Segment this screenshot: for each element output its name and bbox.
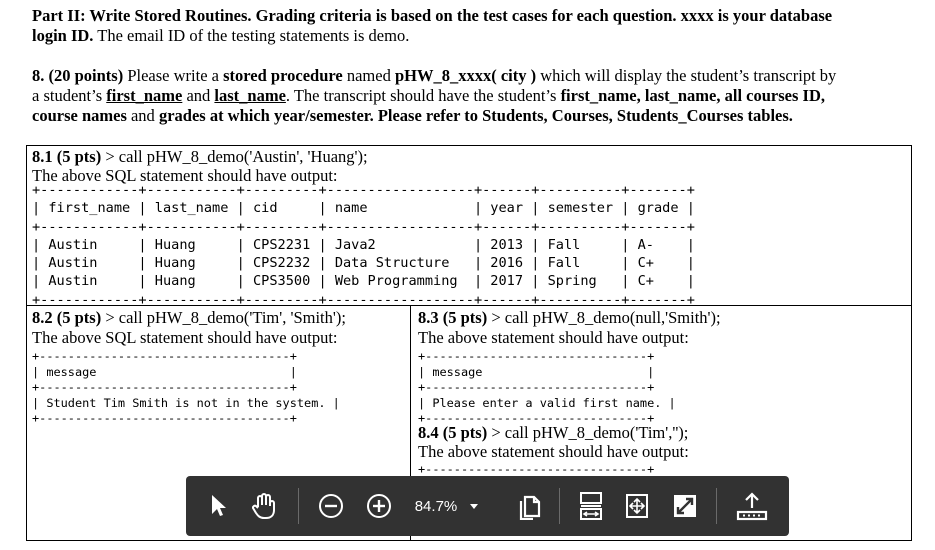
q-grades: grades (158, 106, 206, 125)
fit-page-icon[interactable] (620, 476, 654, 536)
q-text: named (342, 66, 395, 85)
s81-call: > call pHW_8_demo('Austin', 'Huang'); (101, 147, 368, 166)
s83-call: > call pHW_8_demo(null,'Smith'); (487, 308, 721, 327)
s84-call: > call pHW_8_demo('Tim',''); (487, 423, 689, 442)
q-last-name: last_name (214, 86, 286, 105)
s82-output-table: +-----------------------------------+ | message | +-----------------------------------+ | Student Tim Smith is not in the system. | +-----------------------------------+ (32, 349, 340, 425)
s84-desc: The above statement should have output: (418, 442, 689, 461)
section-8-3-heading (418, 308, 721, 328)
question-number: 8. (20 points) (32, 66, 124, 85)
toolbar-separator (298, 488, 299, 524)
q-text: Please write a (123, 66, 224, 85)
zoom-out-icon[interactable] (314, 476, 348, 536)
fit-height-icon[interactable] (574, 476, 608, 536)
s81-desc: The above SQL statement should have output: (32, 166, 338, 185)
q-course-names: course names (32, 106, 127, 125)
q-text: and (126, 106, 159, 125)
s81-output-table: +------------+-----------+---------+------------------+------+----------+-------+ | first_name | last_name | cid | name | year | semester | grade | +------------+-----------+---------+------------------+------+----------+-------+ | Austin | Huang | CPS2231 | Java2 | 2013 | Fall | A- | | Austin | Huang | CPS2232 | Data Structure | 2016 | Fall | C+ | | Austin | Huang | CPS3500 | Web Programming | 2017 | Spring | C+ | +------------+-----------+---------+------------------+------+----------+-------+ (32, 182, 695, 308)
header (32, 6, 912, 46)
header-email-note: The email ID of the testing statements is demo. (93, 26, 410, 45)
header-login: login ID. (32, 26, 94, 45)
header-line1: Part II: Write Stored Routines. Grading criteria is based on the test cases for each question. xxxx is your database (32, 6, 833, 25)
s82-call: > call pHW_8_demo('Tim', 'Smith'); (101, 308, 346, 327)
q-text: which will display the student’s transcript by (536, 66, 837, 85)
pointer-icon[interactable] (204, 476, 234, 536)
s83-desc: The above statement should have output: (418, 328, 689, 347)
section-8-4-heading (418, 423, 688, 443)
q-fields: first_name, last_name, all courses ID, (560, 86, 825, 105)
q-first-name: first_name (106, 86, 183, 105)
q-text-bold: at which year/semester. Please refer to Students, Courses, Students_Courses tables. (205, 106, 793, 125)
q-text: and (182, 86, 215, 105)
hand-icon[interactable] (244, 476, 284, 536)
s83-output-table: +-------------------------------+ | message | +-------------------------------+ | Please enter a valid first name. | +-------------------------------+ (418, 349, 676, 425)
zoom-level: 84.7% (414, 497, 458, 515)
s84-points: 8.4 (5 pts) (418, 423, 488, 442)
section-8-2-heading (32, 308, 346, 328)
chevron-down-icon (469, 498, 479, 515)
fullscreen-icon[interactable] (668, 476, 702, 536)
zoom-select[interactable] (408, 476, 486, 536)
pdf-toolbar (186, 476, 789, 536)
s82-points: 8.2 (5 pts) (32, 308, 102, 327)
q-text: . The transcript should have the student’s (285, 86, 561, 105)
toolbar-separator (716, 488, 717, 524)
toolbar-separator (559, 488, 560, 524)
s82-desc: The above SQL statement should have output: (32, 328, 338, 347)
question-8 (32, 66, 912, 126)
q-text: a student’s (32, 86, 107, 105)
zoom-in-icon[interactable] (362, 476, 396, 536)
q-text-bold: stored procedure (223, 66, 343, 85)
copy-page-icon[interactable] (512, 476, 546, 536)
s84-output-table: +-------------------------------+ (418, 462, 655, 476)
section-8-1-heading (32, 147, 368, 167)
upload-icon[interactable] (732, 476, 772, 536)
s83-points: 8.3 (5 pts) (418, 308, 488, 327)
s81-points: 8.1 (5 pts) (32, 147, 102, 166)
procedure-name: pHW_8_xxxx( city ) (394, 66, 537, 85)
